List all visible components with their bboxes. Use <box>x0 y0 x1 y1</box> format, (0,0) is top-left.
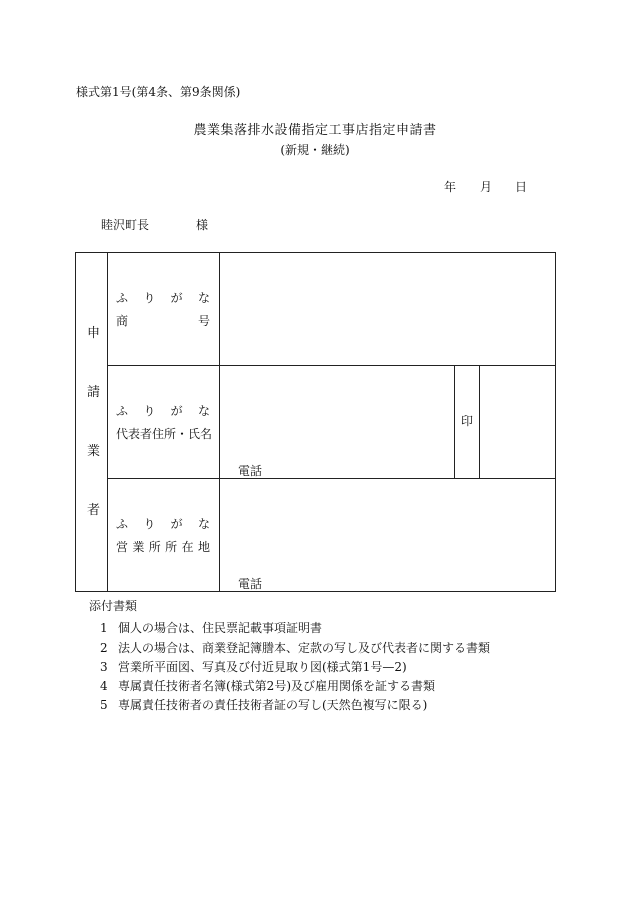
seal-box-right <box>479 365 480 479</box>
furigana-char: り <box>143 517 156 531</box>
representative-phone-label: 電話 <box>238 464 263 478</box>
office-address-char: 在 <box>181 540 194 554</box>
attachment-item: 営業所平面図、写真及び付近見取り図(様式第1号—2) <box>118 660 407 674</box>
furigana-char: な <box>197 517 210 531</box>
date-day-label: 日 <box>515 180 528 194</box>
trade-name-label <box>116 315 210 327</box>
seal-label: 印 <box>461 414 474 428</box>
table-border-right <box>555 252 556 592</box>
office-address-input-area[interactable] <box>220 479 555 591</box>
attachment-number: 5 <box>100 698 108 712</box>
attachment-number: 3 <box>100 660 108 674</box>
attachment-item: 専属責任技術者名簿(様式第2号)及び雇用関係を証する書類 <box>118 679 436 693</box>
office-address-char: 所 <box>165 540 178 554</box>
furigana-char: な <box>197 404 210 418</box>
row3-furigana-label <box>116 518 210 530</box>
form-number: 様式第1号(第4条、第9条関係) <box>76 85 241 99</box>
furigana-char: ふ <box>116 291 129 305</box>
seal-box-left <box>454 365 455 479</box>
attachment-number: 2 <box>100 641 108 655</box>
attachment-number: 1 <box>100 621 108 635</box>
attachments-heading: 添付書類 <box>89 599 138 613</box>
attachment-item: 個人の場合は、住民票記載事項証明書 <box>118 621 323 635</box>
trade-name-char: 号 <box>197 314 210 328</box>
furigana-char: が <box>170 517 183 531</box>
office-address-char: 営 <box>116 540 129 554</box>
furigana-char: ふ <box>116 517 129 531</box>
office-address-char: 所 <box>148 540 161 554</box>
row1-furigana-label <box>116 292 210 304</box>
attachment-item: 法人の場合は、商業登記簿謄本、定款の写し及び代表者に関する書類 <box>118 641 491 655</box>
table-divider-side <box>107 252 108 592</box>
furigana-char: が <box>170 291 183 305</box>
furigana-char: な <box>197 291 210 305</box>
representative-label: 代表者住所・氏名 <box>116 427 213 441</box>
addressee-name: 睦沢町長 <box>101 218 150 232</box>
trade-name-char: 商 <box>116 314 129 328</box>
side-label-char: 業 <box>87 444 101 459</box>
side-label-char: 請 <box>87 385 101 400</box>
date-year-label: 年 <box>444 180 457 194</box>
attachment-number: 4 <box>100 679 108 693</box>
furigana-char: り <box>143 404 156 418</box>
office-address-label <box>116 541 210 553</box>
date-month-label: 月 <box>480 180 493 194</box>
document-title: 農業集落排水設備指定工事店指定申請書 <box>193 123 437 138</box>
side-label-char: 申 <box>87 326 101 341</box>
table-border-bottom <box>75 591 556 592</box>
document-subtitle: (新規・継続) <box>280 143 350 157</box>
table-border-left <box>75 252 76 592</box>
office-phone-label: 電話 <box>238 577 263 591</box>
office-address-char: 地 <box>197 540 210 554</box>
furigana-char: が <box>170 404 183 418</box>
trade-name-input-area[interactable] <box>220 253 555 365</box>
side-label-char: 者 <box>87 503 101 518</box>
addressee-honorific: 様 <box>196 218 209 232</box>
row2-furigana-label <box>116 405 210 417</box>
furigana-char: り <box>143 291 156 305</box>
attachment-item: 専属責任技術者の責任技術者証の写し(天然色複写に限る) <box>118 698 428 712</box>
furigana-char: ふ <box>116 404 129 418</box>
office-address-char: 業 <box>132 540 145 554</box>
representative-input-area[interactable] <box>220 366 454 478</box>
